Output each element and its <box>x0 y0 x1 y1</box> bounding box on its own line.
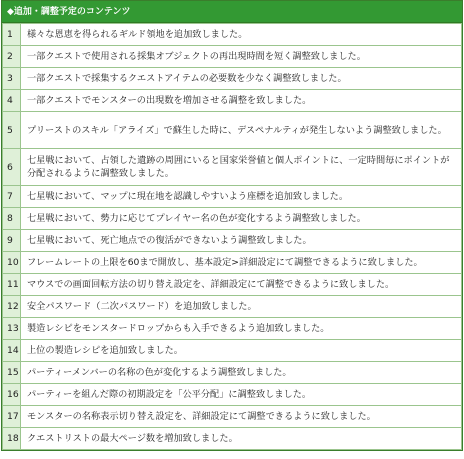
row-number: 13 <box>3 318 21 340</box>
content-list-panel <box>1 0 463 451</box>
table-row <box>3 46 462 68</box>
row-number: 16 <box>3 384 21 406</box>
row-text: プリーストのスキル「アライズ」で蘇生した時に、デスペナルティが発生しないよう調整致しました。 <box>21 112 462 149</box>
row-text: モンスターの名称表示切り替え設定を、詳細設定にて調整できるように致しました。 <box>21 406 462 428</box>
row-text: パーティーを組んだ際の初期設定を「公平分配」に調整致しました。 <box>21 384 462 406</box>
table-row <box>3 252 462 274</box>
table-row <box>3 274 462 296</box>
row-text: 一部クエストでモンスターの出現数を増加させる調整を致しました。 <box>21 90 462 112</box>
row-text: 一部クエストで使用される採集オブジェクトの再出現時間を短く調整致しました。 <box>21 46 462 68</box>
table-row <box>3 186 462 208</box>
row-number: 1 <box>3 24 21 46</box>
row-text: 七星戦において、勢力に応じてプレイヤー名の色が変化するよう調整致しました。 <box>21 208 462 230</box>
row-number: 3 <box>3 68 21 90</box>
row-number: 6 <box>3 149 21 186</box>
row-number: 5 <box>3 112 21 149</box>
table-row <box>3 68 462 90</box>
row-number: 8 <box>3 208 21 230</box>
table-row <box>3 362 462 384</box>
table-row <box>3 230 462 252</box>
row-text: 上位の製造レシピを追加致しました。 <box>21 340 462 362</box>
row-number: 17 <box>3 406 21 428</box>
row-number: 12 <box>3 296 21 318</box>
table-row <box>3 90 462 112</box>
table-row <box>3 384 462 406</box>
table-row <box>3 428 462 450</box>
table-row <box>3 340 462 362</box>
content-table <box>2 23 462 450</box>
row-text: クエストリストの最大ページ数を増加致しました。 <box>21 428 462 450</box>
table-row <box>3 296 462 318</box>
row-number: 2 <box>3 46 21 68</box>
row-text: フレームレートの上限を60まで開放し、基本設定>詳細設定にて調整できるように致しました。 <box>21 252 462 274</box>
row-text: 様々な恩恵を得られるギルド領地を追加致しました。 <box>21 24 462 46</box>
row-number: 18 <box>3 428 21 450</box>
table-row <box>3 406 462 428</box>
row-text: 製造レシピをモンスタードロップからも入手できるよう追加致しました。 <box>21 318 462 340</box>
row-text: 七星戦において、マップに現在地を認識しやすいよう座標を追加致しました。 <box>21 186 462 208</box>
table-row <box>3 112 462 149</box>
row-text: 安全パスワード（二次パスワード）を追加致しました。 <box>21 296 462 318</box>
row-text: 一部クエストで採集するクエストアイテムの必要数を少なく調整致しました。 <box>21 68 462 90</box>
table-row <box>3 208 462 230</box>
row-number: 10 <box>3 252 21 274</box>
row-text: パーティーメンバーの名称の色が変化するよう調整致しました。 <box>21 362 462 384</box>
table-row <box>3 318 462 340</box>
row-text: 七星戦において、死亡地点での復活ができないよう調整致しました。 <box>21 230 462 252</box>
row-number: 11 <box>3 274 21 296</box>
row-number: 15 <box>3 362 21 384</box>
row-number: 14 <box>3 340 21 362</box>
row-number: 9 <box>3 230 21 252</box>
row-number: 7 <box>3 186 21 208</box>
row-number: 4 <box>3 90 21 112</box>
row-text: 七星戦において、占領した遺跡の周囲にいると国家栄誉値と個人ポイントに、一定時間毎にポイントが分配されるように調整致しました。 <box>21 149 462 186</box>
section-header: ◆追加・調整予定のコンテンツ <box>2 1 462 23</box>
table-row <box>3 24 462 46</box>
row-text: マウスでの画面回転方法の切り替え設定を、詳細設定にて調整できるように致しました。 <box>21 274 462 296</box>
table-row <box>3 149 462 186</box>
